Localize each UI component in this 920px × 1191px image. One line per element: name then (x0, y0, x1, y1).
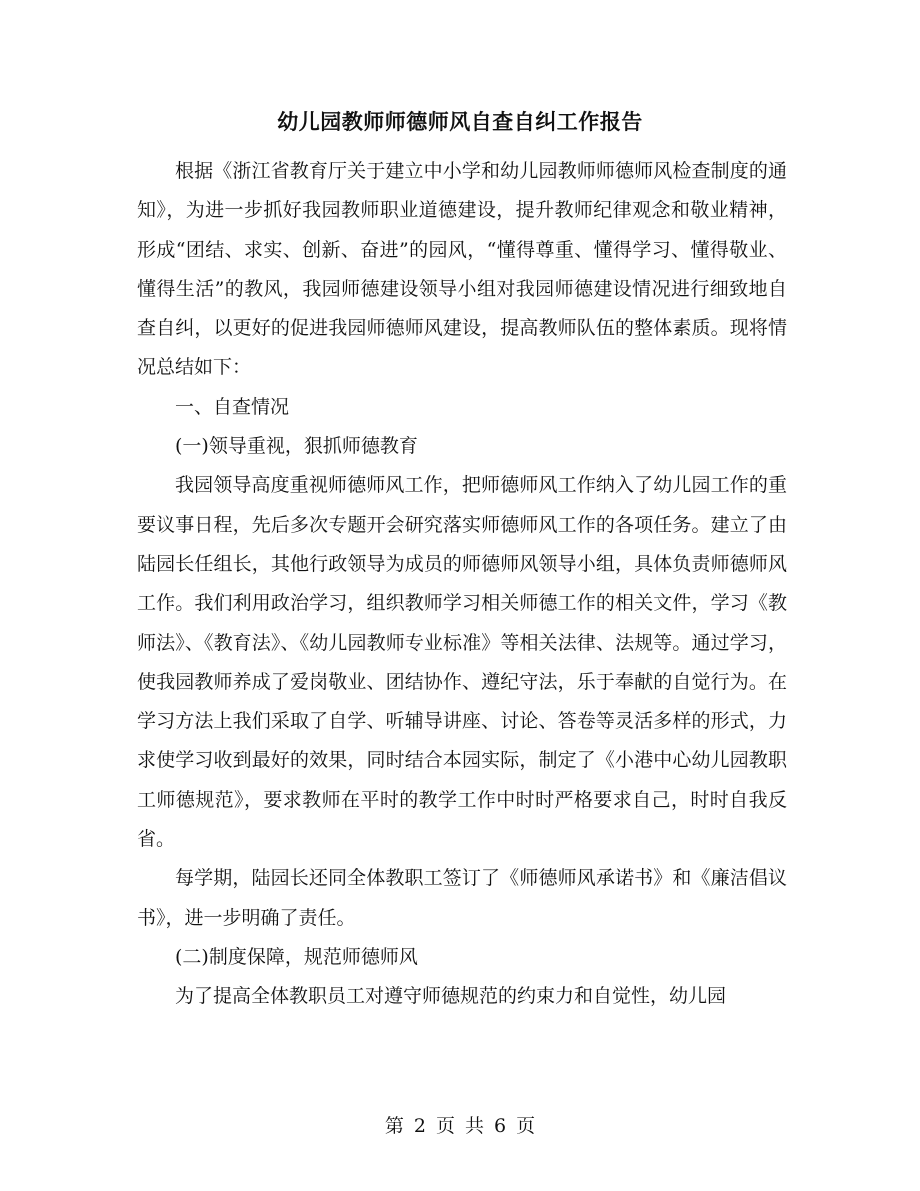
body-paragraph: 每学期，陆园长还同全体教职工签订了《师德师风承诺书》和《廉洁倡议书》，进一步明确了责任。 (137, 867, 787, 929)
section-heading-self-check: 一、自查情况 (175, 395, 290, 418)
intro-paragraph: 根据《浙江省教育厅关于建立中小学和幼儿园教师师德师风检查制度的通知》，为进一步抓好我园教师职业道德建设，提升教师纪律观念和敬业精神，形成“团结、求实、创新、奋进”的园风，“懂得尊重、懂得学习、懂得敬业、懂得生活”的教风，我园师德建设领导小组对我园师德建设情况进行细致地自查自纠，以更好的促进我园师德师风建设，提高教师队伍的整体素质。现将情况总结如下： (137, 160, 787, 379)
page-number-footer: 第 2 页 共 6 页 (384, 1115, 536, 1137)
document-title: 幼儿园教师师德师风自查自纠工作报告 (277, 109, 643, 134)
document-body (137, 152, 787, 1017)
subsection-heading-leadership: (一)领导重视，狠抓师德教育 (175, 435, 418, 458)
subsection-heading-system: (二)制度保障，规范师德师风 (175, 945, 418, 968)
body-paragraph: 为了提高全体教职员工对遵守师德规范的约束力和自觉性，幼儿园 (175, 985, 727, 1008)
body-paragraph: 我园领导高度重视师德师风工作，把师德师风工作纳入了幼儿园工作的重要议事日程，先后多次专题开会研究落实师德师风工作的各项任务。建立了由陆园长任组长，其他行政领导为成员的师德师风领导小组，具体负责师德师风工作。我们利用政治学习，组织教师学习相关师德工作的相关文件，学习《教师法》、《教育法》、《幼儿园教师专业标准》等相关法律、法规等。通过学习，使我园教师养成了爱岗敬业、团结协作、遵纪守法，乐于奉献的自觉行为。在学习方法上我们采取了自学、听辅导讲座、讨论、答卷等灵活多样的形式，力求使学习收到最好的效果，同时结合本园实际，制定了《小港中心幼儿园教职工师德规范》，要求教师在平时的教学工作中时时严格要求自己，时时自我反省。 (137, 474, 787, 851)
